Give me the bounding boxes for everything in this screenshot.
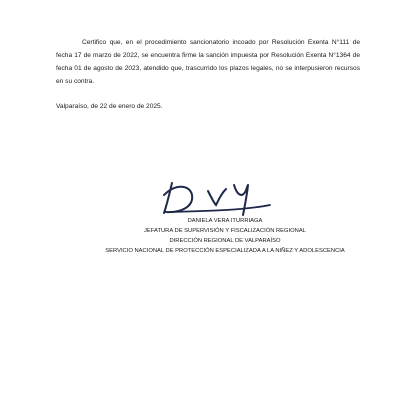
signatory-position: JEFATURA DE SUPERVISIÓN Y FISCALIZACIÓN REGIONAL [144,228,306,234]
signatory-institution: SERVICIO NACIONAL DE PROTECCIÓN ESPECIALIZADA A LA NIÑEZ Y ADOLESCENCIA [105,248,345,254]
signatory-office: DIRECCIÓN REGIONAL DE VALPARAÍSO [169,238,281,244]
signature-block [60,216,390,256]
place-date: Valparaíso, de 22 de enero de 2025. [56,103,163,110]
certificate-paragraph: Certifico que, en el procedimiento sancionatorio incoado por Resolución Exenta N°111 de fecha 17 de marzo de 2022, se encuentra firme la sanción impuesta por Resolución Exenta N°1364 de fecha 01 de agosto de 2023, atendido que, trascurrido los plazos legales, no se interpusieron recursos en su contra. [56,39,360,85]
signatory-name: DANIELA VERA ITURRIAGA [187,218,263,224]
